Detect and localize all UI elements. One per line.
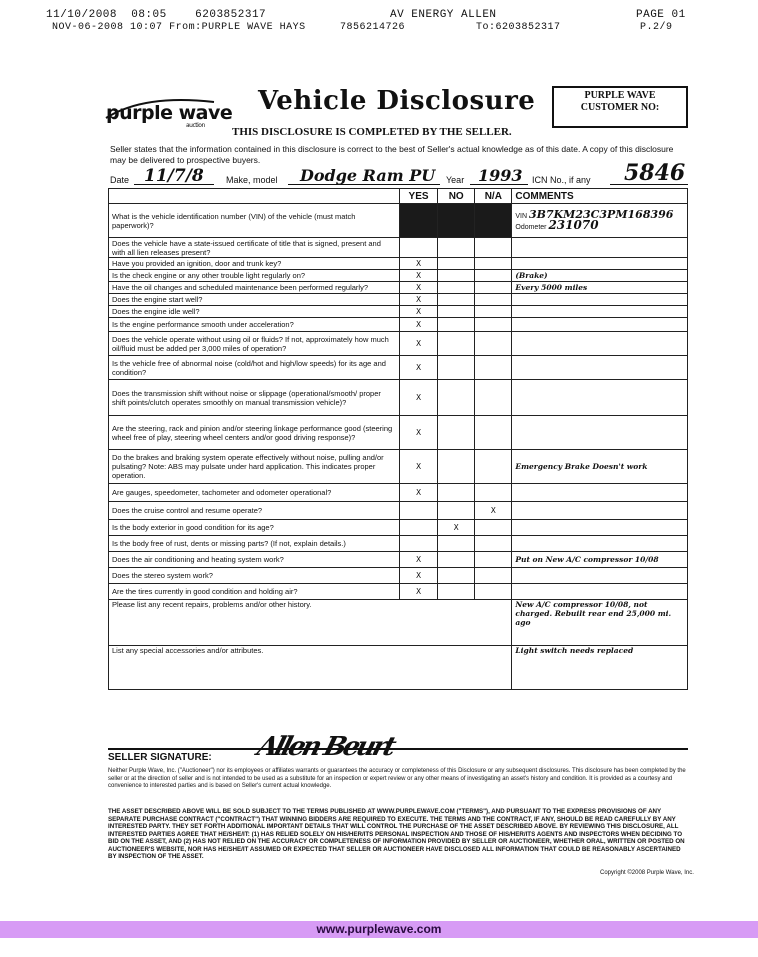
na-checkbox[interactable]	[475, 536, 512, 552]
date-label: Date	[110, 175, 130, 185]
comment-cell[interactable]: Every 5000 miles	[512, 282, 688, 294]
na-checkbox[interactable]	[475, 204, 512, 238]
question-text: Does the engine idle well?	[109, 306, 400, 318]
question-text: Have the oil changes and scheduled maintenance been performed regularly?	[109, 282, 400, 294]
yes-checkbox[interactable]: X	[400, 416, 438, 450]
yes-checkbox[interactable]: X	[400, 306, 438, 318]
yes-checkbox[interactable]: X	[400, 568, 438, 584]
fax-page: PAGE 01	[636, 9, 686, 21]
no-checkbox[interactable]	[438, 484, 475, 502]
question-text: Does the vehicle have a state-issued certificate of title that is signed, present and with all lien releases present?	[109, 238, 400, 258]
table-header-row	[109, 189, 688, 204]
comment-cell[interactable]	[512, 584, 688, 600]
question-text: Is the engine performance smooth under acceleration?	[109, 318, 400, 332]
no-checkbox[interactable]	[438, 282, 475, 294]
question-header	[109, 189, 400, 204]
no-checkbox[interactable]	[438, 568, 475, 584]
fax-number: 7856214726	[340, 22, 406, 33]
comment-cell[interactable]	[512, 356, 688, 380]
fax-to: To:6203852317	[476, 22, 561, 33]
table-row	[109, 332, 688, 356]
no-checkbox[interactable]	[438, 294, 475, 306]
icn-label: ICN No., if any	[532, 175, 591, 185]
no-checkbox[interactable]	[438, 416, 475, 450]
page-subtitle: THIS DISCLOSURE IS COMPLETED BY THE SELLER.	[232, 126, 512, 138]
yes-checkbox[interactable]	[400, 536, 438, 552]
table-row	[109, 502, 688, 520]
question-text: Does the transmission shift without noise or slippage (operational/smooth/ proper shift points/clutch operates smoothly on manual transmission vehicle)?	[109, 380, 400, 416]
make-label: Make, model	[226, 175, 278, 185]
disclosure-table	[108, 188, 688, 690]
no-checkbox[interactable]: X	[438, 520, 475, 536]
vin-value: 3B7KM23C3PM168396	[529, 207, 674, 221]
na-header: N/A	[475, 189, 512, 204]
question-text: Does the engine start well?	[109, 294, 400, 306]
question-text: Is the check engine or any other trouble light regularly on?	[109, 270, 400, 282]
signature-label: SELLER SIGNATURE:	[108, 752, 212, 763]
no-checkbox[interactable]	[438, 502, 475, 520]
na-checkbox[interactable]	[475, 294, 512, 306]
question-text: What is the vehicle identification number (VIN) of the vehicle (must match paperwork)?	[109, 204, 400, 238]
no-header: NO	[438, 189, 475, 204]
repairs-row	[109, 600, 688, 646]
yes-checkbox[interactable]: X	[400, 258, 438, 270]
question-text: Are the tires currently in good condition and holding air?	[109, 584, 400, 600]
question-text: Do the brakes and braking system operate effectively without noise, pulling and/or pulsating? Note: ABS may pulsate under hard application. This indicates proper operation.	[109, 450, 400, 484]
fax-from: From:PURPLE WAVE HAYS	[169, 22, 306, 33]
seller-signature: Allen Beurt	[253, 732, 397, 762]
comment-cell[interactable]	[512, 332, 688, 356]
wave-logo-icon	[104, 96, 224, 124]
customer-box-line2: CUSTOMER NO:	[580, 102, 660, 113]
no-checkbox[interactable]	[438, 552, 475, 568]
table-row	[109, 380, 688, 416]
table-row	[109, 450, 688, 484]
yes-checkbox[interactable]: X	[400, 282, 438, 294]
year-label: Year	[446, 175, 465, 185]
yes-checkbox[interactable]	[400, 502, 438, 520]
yes-checkbox[interactable]: X	[400, 318, 438, 332]
icn-value: 5846	[624, 160, 686, 186]
comment-cell[interactable]	[512, 318, 688, 332]
na-checkbox[interactable]	[475, 270, 512, 282]
fax-date: 11/10/2008	[46, 9, 118, 21]
table-row	[109, 204, 688, 238]
table-row	[109, 536, 688, 552]
fax-time-2: 10:07	[130, 22, 163, 33]
yes-checkbox[interactable]: X	[400, 584, 438, 600]
no-checkbox[interactable]	[438, 318, 475, 332]
fax-phone: 6203852317	[195, 9, 267, 21]
logo-tagline: auction	[186, 122, 205, 129]
no-checkbox[interactable]	[438, 356, 475, 380]
table-row	[109, 282, 688, 294]
copyright-text: Copyright ©2008 Purple Wave, Inc.	[600, 870, 694, 876]
na-checkbox[interactable]: X	[475, 502, 512, 520]
repairs-value[interactable]: New A/C compressor 10/08, not charged. Rebuilt rear end 25,000 mi. ago	[512, 600, 688, 646]
odometer-value: 231070	[548, 217, 599, 232]
yes-checkbox[interactable]: X	[400, 552, 438, 568]
footer-url[interactable]: www.purplewave.com	[316, 922, 442, 936]
no-checkbox[interactable]	[438, 204, 475, 238]
question-text: Does the air conditioning and heating system work?	[109, 552, 400, 568]
comments-header: COMMENTS	[512, 189, 688, 204]
table-row	[109, 318, 688, 332]
customer-number-box	[552, 86, 688, 128]
question-text: Is the body free of rust, dents or missing parts? (If not, explain details.)	[109, 536, 400, 552]
table-row	[109, 568, 688, 584]
accessories-label: List any special accessories and/or attributes.	[109, 646, 512, 690]
comment-cell[interactable]	[512, 484, 688, 502]
table-row	[109, 416, 688, 450]
intro-text: Seller states that the information contained in this disclosure is correct to the best of Seller's actual knowledge as of this date. A copy of this disclosure may be delivered to prospective buyers.	[110, 144, 674, 165]
accessories-value[interactable]: Light switch needs replaced	[512, 646, 688, 690]
na-checkbox[interactable]	[475, 332, 512, 356]
yes-checkbox[interactable]: X	[400, 270, 438, 282]
no-checkbox[interactable]	[438, 536, 475, 552]
fax-line-2	[52, 22, 306, 33]
comment-cell[interactable]	[512, 380, 688, 416]
no-checkbox[interactable]	[438, 270, 475, 282]
odometer-label: Odometer	[515, 223, 547, 231]
table-row	[109, 294, 688, 306]
yes-checkbox[interactable]	[400, 204, 438, 238]
na-checkbox[interactable]	[475, 484, 512, 502]
question-text: Does the cruise control and resume operate?	[109, 502, 400, 520]
no-checkbox[interactable]	[438, 380, 475, 416]
yes-checkbox[interactable]: X	[400, 450, 438, 484]
yes-checkbox[interactable]	[400, 520, 438, 536]
comment-cell[interactable]	[512, 416, 688, 450]
yes-checkbox[interactable]: X	[400, 356, 438, 380]
purple-wave-logo	[106, 102, 233, 129]
page-title: Vehicle Disclosure	[258, 86, 536, 116]
table-row	[109, 584, 688, 600]
na-checkbox[interactable]	[475, 380, 512, 416]
comment-cell[interactable]	[512, 502, 688, 520]
na-checkbox[interactable]	[475, 552, 512, 568]
disclaimer-text: Neither Purple Wave, Inc. ("Auctioneer") nor its employees or affiliates warrants or guarantees the accuracy or completeness of this Disclosure or any subsequent disclosures. This disclosure has been completed by the seller or at the direction of seller and is not intended to be used as a substitute for an inspection or expert review or any other means of investigating an asset's history and condition. It is provided as a courtesy and convenience to interested parties and is based on Seller's current actual knowledge.	[108, 768, 686, 789]
vin-label: VIN	[515, 212, 528, 220]
no-checkbox[interactable]	[438, 238, 475, 258]
na-checkbox[interactable]	[475, 356, 512, 380]
comment-cell[interactable]	[512, 238, 688, 258]
question-text: Are gauges, speedometer, tachometer and odometer operational?	[109, 484, 400, 502]
na-checkbox[interactable]	[475, 282, 512, 294]
question-text: Does the vehicle operate without using oil or fluids? If not, approximately how much oil/fluid must be added per 3,000 miles of operation?	[109, 332, 400, 356]
comment-cell[interactable]	[512, 536, 688, 552]
comment-cell[interactable]	[512, 294, 688, 306]
no-checkbox[interactable]	[438, 332, 475, 356]
yes-checkbox[interactable]: X	[400, 380, 438, 416]
comment-cell[interactable]	[512, 520, 688, 536]
yes-checkbox[interactable]: X	[400, 484, 438, 502]
terms-text: THE ASSET DESCRIBED ABOVE WILL BE SOLD SUBJECT TO THE TERMS PUBLISHED AT WWW.PURPLEWAVE.COM ("TERMS"), AND PURSUANT TO THE EXPRESS PROVISIONS OF ANY SEPARATE PURCHASE CONTRACT ("CONTRACT") THAT WINNING BIDDERS ARE REQUIRED TO EXECUTE. THE TERMS AND THE CONTRACT, IF ANY, SHOULD BE READ CAREFULLY BY ANY INTERESTED PARTY. THEY SET FORTH ADDITIONAL IMPORTANT DETAILS THAT WILL CONTROL THE PURCHASE OF THE ASSET DESCRIBED ABOVE. BY REVIEWING THIS DISCLOSURE, ALL INTERESTED PARTIES AGREE THAT HE/SHE/IT: (1) HAS RELIED SOLELY ON HIS/HER/ITS PERSONAL INSPECTION AND THOSE OF HIS/HER/ITS AGENTS AND INSPECTORS WHEN DECIDING TO BID ON THE ASSET, AND (2) HAS NOT RELIED ON THE ACCURACY OR COMPLETENESS OF INFORMATION PROVIDED BY SELLER OR AUCTIONEER, WHETHER ORAL, WRITTEN OR POSTED ON AUCTIONEER'S WEBSITE, NOR HAS HE/SHE/IT ASSUMED OR EXPECTED THAT SELLER OR AUCTIONEER HAVE DISCLOSED ALL INFORMATION THAT COULD BE REASONABLY ASCERTAINED BY INSPECTION OF THE ASSET.	[108, 808, 685, 860]
fax-date-2: NOV-06-2008	[52, 22, 124, 33]
table-row	[109, 356, 688, 380]
question-text: Are the steering, rack and pinion and/or steering linkage performance good (steering wheel free of play, steering wheel centers and/or good driving response)?	[109, 416, 400, 450]
fax-page-2: P.2/9	[640, 22, 673, 33]
table-row	[109, 238, 688, 258]
na-checkbox[interactable]	[475, 520, 512, 536]
fax-line-1	[46, 9, 266, 21]
date-value: 11/7/8	[144, 166, 204, 186]
table-row	[109, 552, 688, 568]
logo-name: purple wave	[106, 102, 233, 124]
question-rows	[109, 204, 688, 690]
table-row	[109, 258, 688, 270]
na-checkbox[interactable]	[475, 258, 512, 270]
year-value: 1993	[478, 166, 523, 185]
question-text: Have you provided an ignition, door and trunk key?	[109, 258, 400, 270]
make-value: Dodge Ram PU	[300, 166, 436, 185]
accessories-row	[109, 646, 688, 690]
comment-cell[interactable]	[512, 258, 688, 270]
customer-box-line1: PURPLE WAVE	[584, 90, 656, 101]
comment-cell[interactable]	[512, 306, 688, 318]
no-checkbox[interactable]	[438, 306, 475, 318]
table-row	[109, 270, 688, 282]
repairs-label: Please list any recent repairs, problems and/or other history.	[109, 600, 512, 646]
yes-checkbox[interactable]: X	[400, 294, 438, 306]
question-text: Is the vehicle free of abnormal noise (cold/hot and high/low speeds) for its age and condition?	[109, 356, 400, 380]
yes-checkbox[interactable]: X	[400, 332, 438, 356]
comment-cell[interactable]: Emergency Brake Doesn't work	[512, 450, 688, 484]
question-text: Is the body exterior in good condition for its age?	[109, 520, 400, 536]
na-checkbox[interactable]	[475, 568, 512, 584]
no-checkbox[interactable]	[438, 258, 475, 270]
na-checkbox[interactable]	[475, 584, 512, 600]
na-checkbox[interactable]	[475, 306, 512, 318]
fax-sender: AV ENERGY ALLEN	[390, 9, 497, 21]
fax-time: 08:05	[131, 9, 167, 21]
signature-rule	[108, 748, 688, 750]
na-checkbox[interactable]	[475, 238, 512, 258]
comment-cell[interactable]	[512, 204, 688, 238]
no-checkbox[interactable]	[438, 450, 475, 484]
comment-cell[interactable]: Put on New A/C compressor 10/08	[512, 552, 688, 568]
na-checkbox[interactable]	[475, 416, 512, 450]
question-text: Does the stereo system work?	[109, 568, 400, 584]
website-footer[interactable]	[0, 921, 758, 938]
comment-cell[interactable]: (Brake)	[512, 270, 688, 282]
na-checkbox[interactable]	[475, 450, 512, 484]
table-row	[109, 484, 688, 502]
yes-header: YES	[400, 189, 438, 204]
na-checkbox[interactable]	[475, 318, 512, 332]
no-checkbox[interactable]	[438, 584, 475, 600]
yes-checkbox[interactable]	[400, 238, 438, 258]
table-row	[109, 306, 688, 318]
comment-cell[interactable]	[512, 568, 688, 584]
table-row	[109, 520, 688, 536]
